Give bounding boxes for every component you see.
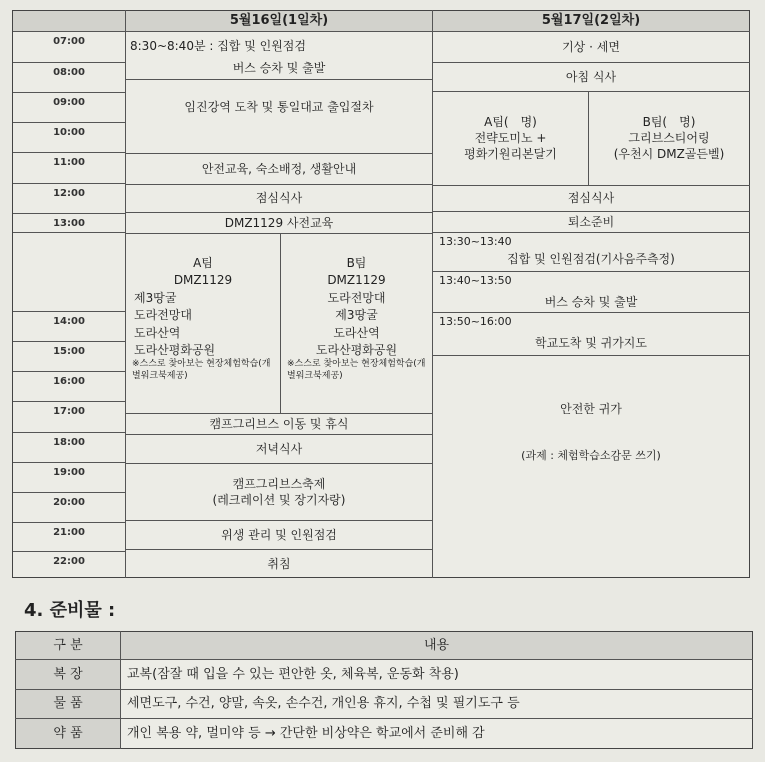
team-a-title: A팀 [193,256,213,270]
day2-team-b-rain: (우천시 DMZ골든벨) [613,147,725,162]
day1-arrive: 임진강역 도착 및 통일대교 출입절차 [184,99,374,114]
time-label: 09:00 [53,96,85,108]
time-label: 13:00 [53,217,85,229]
day1-move: 캠프그리브스 이동 및 휴식 [209,416,349,431]
time-label: 07:00 [53,35,85,47]
day2-team-a [433,96,588,180]
team-b-title: B팀 [346,256,367,270]
supplies-row-category: 약 품 [53,725,83,741]
time-label: 15:00 [53,345,85,357]
day2-team-a-activity2: 평화기원리본달기 [464,147,557,162]
day2-team-b-title: B팀( 명) [642,114,696,129]
time-label: 08:00 [53,66,85,78]
team-b-line: 도라산역 [333,325,380,340]
day2-checkout: 퇴소준비 [567,214,615,229]
day1-safety: 안전교육, 숙소배정, 생활안내 [201,161,357,176]
team-a-line: 제3땅굴 [134,290,177,305]
day1-header: 5월16일(1일차) [126,11,432,31]
day2-slot-3 [433,313,749,355]
day1-festival [126,464,432,520]
time-label: 10:00 [53,126,85,138]
team-a-line: 도라산역 [134,325,181,340]
day2-assignment: (과제 : 체험학습소감문 쓰기) [521,448,661,462]
team-b-line: 제3땅굴 [335,308,378,323]
section-title: 4. 준비물 : [24,600,116,621]
festival-title: 캠프그리브스축제 [232,476,326,491]
slot-1-time: 13:30~13:40 [439,235,512,248]
time-header-blank [13,11,125,31]
day1-hygiene: 위생 관리 및 인원점검 [221,527,337,542]
supplies-row-content: 개인 복용 약, 멀미약 등 → 간단한 비상약은 학교에서 준비해 감 [127,725,485,741]
slot-2-time: 13:40~13:50 [439,274,512,287]
time-label: 21:00 [53,526,85,538]
day2-safe-home: 안전한 귀가 [560,401,622,416]
day1-gather: 8:30~8:40분 : 집합 및 인원점검 [130,38,306,53]
day1-sleep: 취침 [267,556,291,571]
team-a-line: 도라산평화공원 [134,342,216,357]
slot-2-text: 버스 승차 및 출발 [544,295,638,309]
team-b-line: 도라전망대 [327,290,386,305]
day1-team-a [128,255,278,405]
day2-team-b-activity: 그리브스티어링 [628,130,710,145]
day2-wake: 기상 · 세면 [562,39,620,54]
day1-team-b [283,255,430,405]
team-b-line: 도라산평화공원 [315,342,398,357]
day2-slot-1 [433,233,749,271]
day2-team-a-title: A팀( 명) [484,114,537,129]
team-a-line: DMZ1129 [173,273,233,288]
festival-detail: (레크레이션 및 장기자랑) [212,493,346,507]
time-label: 11:00 [53,156,85,168]
time-label: 16:00 [53,375,85,387]
day1-lunch: 점심식사 [255,191,303,206]
supplies-header-category: 구 분 [53,637,83,653]
day1-bus: 버스 승차 및 출발 [232,60,326,75]
time-label: 18:00 [53,436,85,448]
team-b-note: ※스스로 찾아보는 현장체험학습(개별워크북제공) [287,359,426,382]
team-a-line: 도라전망대 [134,308,192,323]
day2-slot-2 [433,272,749,312]
time-label: 22:00 [53,555,85,567]
time-label: 14:00 [53,315,85,327]
day2-header: 5월17일(2일차) [433,11,749,31]
slot-3-text: 학교도착 및 귀가지도 [535,336,647,350]
team-b-line: DMZ1129 [327,273,386,288]
team-a-note: ※스스로 찾아보는 현장체험학습(개별워크북제공) [132,359,271,382]
supplies-row-category: 물 품 [53,696,83,712]
time-label: 20:00 [53,496,85,508]
supplies-row-category: 복 장 [53,666,83,682]
slot-3-time: 13:50~16:00 [439,315,512,328]
day2-breakfast: 아침 식사 [565,69,617,84]
supplies-header-content: 내용 [423,637,450,653]
supplies-row-content: 교복(잠잘 때 입을 수 있는 편안한 옷, 체육복, 운동화 착용) [127,666,459,682]
day2-lunch: 점심식사 [567,191,615,206]
supplies-row-content: 세면도구, 수건, 양말, 속옷, 손수건, 개인용 휴지, 수첩 및 필기도구 등 [127,696,520,712]
day2-team-b [589,96,749,180]
day2-team-a-activity: 전략도미노 + [474,130,547,145]
slot-1-text: 집합 및 인원점검(기사음주측정) [507,252,675,266]
time-label: 17:00 [53,405,85,417]
day1-dinner: 저녁식사 [255,441,303,456]
day1-pre-education: DMZ1129 사전교육 [224,215,334,230]
time-label: 12:00 [53,187,85,199]
time-label: 19:00 [53,466,85,478]
